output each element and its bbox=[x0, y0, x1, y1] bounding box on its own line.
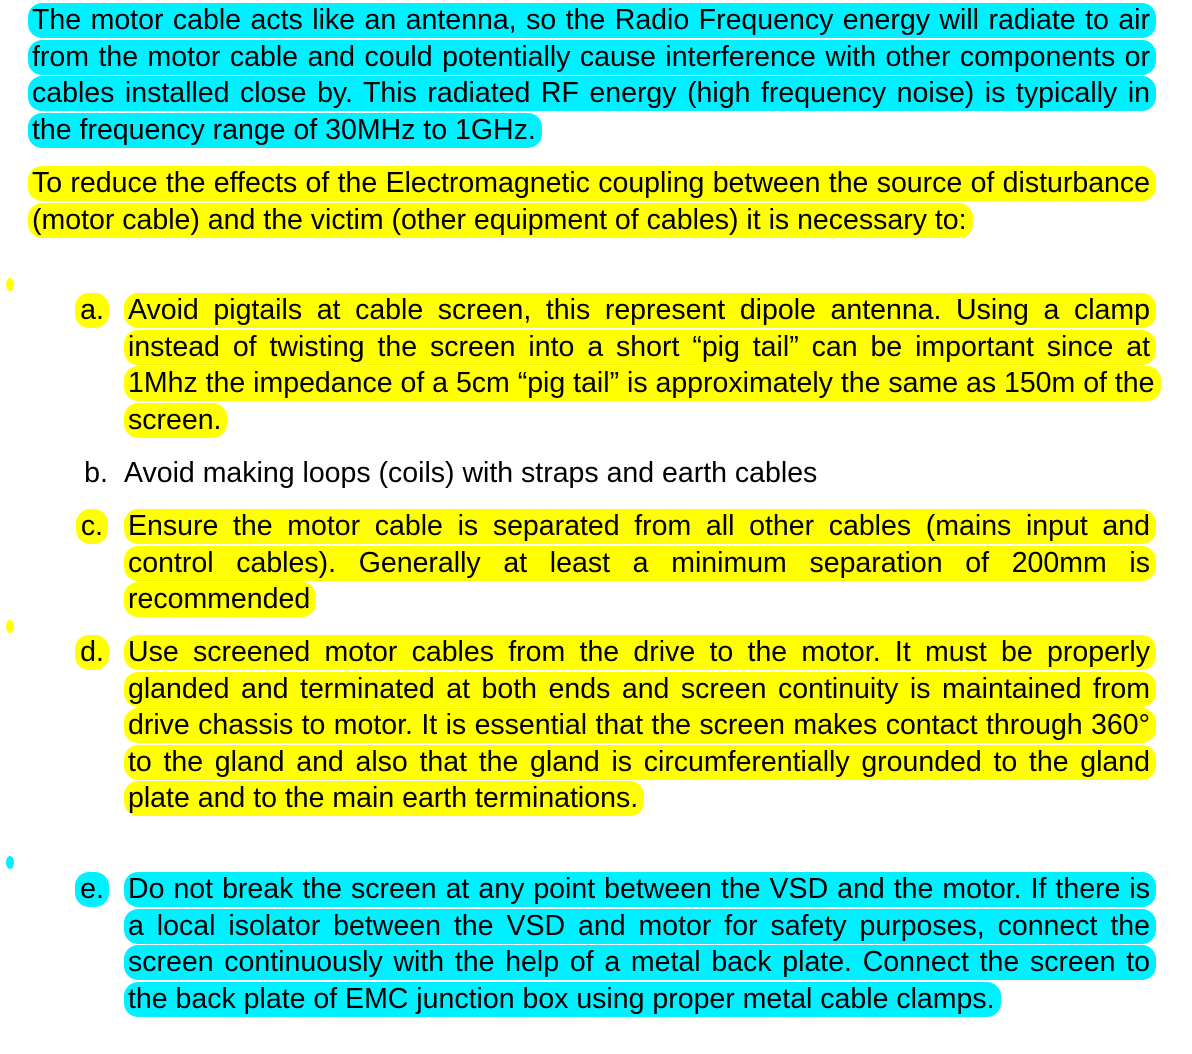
comment-marker[interactable] bbox=[6, 278, 14, 291]
list-marker: d. bbox=[70, 634, 114, 671]
list-item-text bbox=[124, 634, 1156, 817]
highlighted-text-yellow: Avoid pigtails at cable screen, this represent dipole antenna. Using a clamp instead of twisting the screen into a short “pig tail” can be important since at 1Mhz the impedance of a 5cm “pig tail” is approximately the same as 150m of the screen. bbox=[124, 293, 1161, 438]
highlighted-text-cyan: Do not break the screen at any point between the VSD and the motor. If there is a local isolator between the VSD and motor for safety purposes, connect the screen continuously with the help of a metal back plate. Connect the screen to the back plate of EMC junction box using proper metal cable clamps. bbox=[124, 872, 1156, 1017]
paragraph-rf-radiation bbox=[28, 2, 1156, 148]
list-item-c bbox=[70, 508, 1156, 618]
list-marker: b. bbox=[84, 457, 108, 489]
list-item-text bbox=[124, 871, 1156, 1017]
list-item-e bbox=[70, 871, 1156, 1017]
list-item-text bbox=[124, 508, 1156, 618]
list-item-d bbox=[70, 634, 1156, 817]
comment-marker[interactable] bbox=[6, 856, 14, 869]
list-item-b bbox=[70, 455, 1156, 492]
highlighted-text-yellow: To reduce the effects of the Electromagnetic coupling between the source of disturbance (motor cable) and the victim (other equipment of cables) it is necessary to: bbox=[28, 166, 1156, 238]
comment-marker[interactable] bbox=[6, 620, 14, 633]
list-marker: e. bbox=[70, 871, 114, 908]
list-marker: a. bbox=[70, 292, 114, 329]
list-item-text: Avoid making loops (coils) with straps and earth cables bbox=[124, 457, 818, 489]
list-marker: c. bbox=[70, 508, 114, 545]
highlighted-text-yellow: Ensure the motor cable is separated from all other cables (mains input and control cables). Generally at least a minimum separation of 200mm is recommended bbox=[124, 509, 1156, 617]
highlighted-text-cyan: The motor cable acts like an antenna, so the Radio Frequency energy will radiate to air from the motor cable and could potentially cause interference with other components or cables installed close by. This radiated RF energy (high frequency noise) is typically in the frequency range of 30MHz to 1GHz. bbox=[28, 3, 1156, 148]
highlighted-text-yellow: Use screened motor cables from the drive to the motor. It must be properly glanded and terminated at both ends and screen continuity is maintained from drive chassis to motor. It is essential that the screen makes contact through 360° to the gland and also that the gland is circumferentially grounded to the gland plate and to the main earth terminations. bbox=[124, 635, 1156, 816]
list-item-text bbox=[124, 292, 1156, 438]
list-item-a bbox=[70, 292, 1156, 438]
paragraph-emc-intro bbox=[28, 165, 1156, 238]
